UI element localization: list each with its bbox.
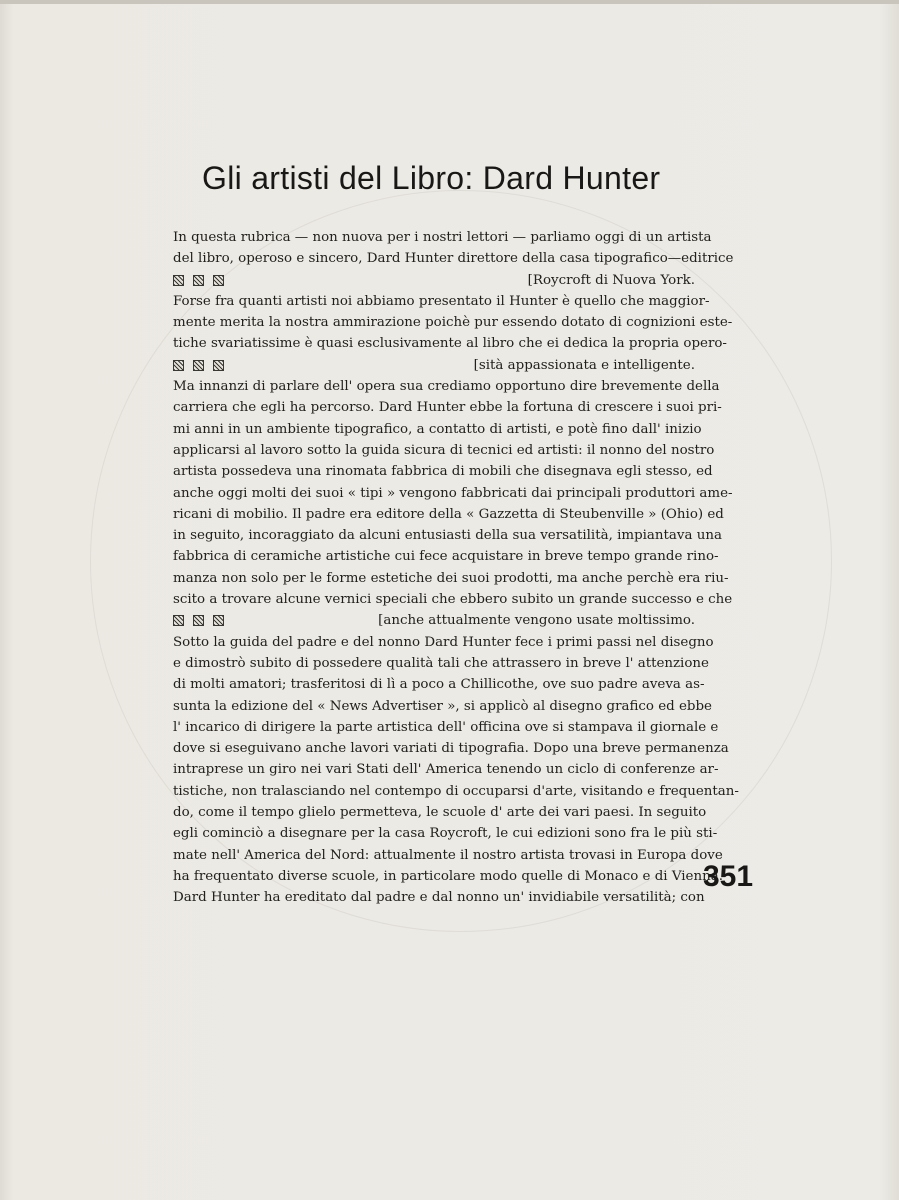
text-line: manza non solo per le forme estetiche dei suoi prodotti, ma anche perchè era riu-: [173, 570, 729, 586]
text-line: egli cominciò a disegnare per la casa Roycroft, le cui edizioni sono fra le più sti-: [173, 826, 718, 842]
text-line: l' incarico di dirigere la parte artistica dell' officina ove si stampava il giornale e: [173, 719, 719, 735]
text-line: Dard Hunter ha ereditato dal padre e dal nonno un' invidiabile versatilità; con: [173, 890, 705, 906]
text-line: ha frequentato diverse scuole, in particolare modo quelle di Monaco e di Vienna.: [173, 868, 723, 884]
text-line: e dimostrò subito di possedere qualità tali che attrassero in breve l' attenzione: [173, 655, 709, 671]
page-number: 351: [703, 860, 754, 893]
text-line: anche oggi molti dei suoi « tipi » vengono fabbricati dai principali produttori ame-: [173, 485, 733, 501]
text-line: scito a trovare alcune vernici speciali che ebbero subito un grande successo e che: [173, 592, 733, 608]
article-title: Gli artisti del Libro: Dard Hunter: [202, 160, 661, 196]
text-line: ricani di mobilio. Il padre era editore della « Gazzetta di Steubenville » (Ohio) ed: [173, 506, 724, 522]
ornament-icon: [173, 360, 184, 371]
text-line: mate nell' America del Nord: attualmente il nostro artista trovasi in Europa dove: [173, 847, 723, 863]
text-line-end: [anche attualmente vengono usate moltissimo.: [378, 613, 695, 629]
text-line: sunta la edizione del « News Advertiser », si applicò al disegno grafico ed ebbe: [173, 698, 712, 714]
text-line: carriera che egli ha percorso. Dard Hunter ebbe la fortuna di crescere i suoi pri-: [173, 400, 722, 416]
ornament-line: [173, 355, 695, 376]
ornament-group: [173, 270, 224, 291]
ornament-line: [173, 610, 695, 631]
text-line: Ma innanzi di parlare dell' opera sua crediamo opportuno dire brevemente della: [173, 379, 720, 395]
text-line: Forse fra quanti artisti noi abbiamo presentato il Hunter è quello che maggior-: [173, 293, 710, 309]
text-line: In questa rubrica — non nuova per i nostri lettori — parliamo oggi di un artista: [173, 230, 712, 245]
text-line: tistiche, non tralasciando nel contempo di occuparsi d'arte, visitando e frequentan-: [173, 783, 739, 799]
text-line: do, come il tempo glielo permetteva, le scuole d' arte dei vari paesi. In seguito: [173, 805, 707, 821]
text-line: del libro, operoso e sincero, Dard Hunter direttore della casa tipografico—editrice: [173, 251, 734, 267]
ornament-group: [173, 610, 224, 631]
ornament-icon: [173, 615, 184, 626]
text-line: Sotto la guida del padre e del nonno Dard Hunter fece i primi passi nel disegno: [173, 634, 714, 650]
text-line: in seguito, incoraggiato da alcuni entusiasti della sua versatilità, impiantava una: [173, 528, 722, 544]
text-line: di molti amatori; trasferitosi di lì a poco a Chillicothe, ove suo padre aveva as-: [173, 677, 705, 693]
text-line: tiche svariatissime è quasi esclusivamente al libro che ei dedica la propria opero-: [173, 336, 727, 352]
text-line: applicarsi al lavoro sotto la guida sicura di tecnici ed artisti: il nonno del nostro: [173, 442, 715, 458]
ornament-group: [173, 355, 224, 376]
ornament-icon: [193, 360, 204, 371]
text-line: fabbrica di ceramiche artistiche cui fece acquistare in breve tempo grande rino-: [173, 549, 719, 565]
text-line: dove si eseguivano anche lavori variati di tipografia. Dopo una breve permanenza: [173, 741, 729, 757]
top-edge-rule: [0, 0, 899, 4]
ornament-icon: [193, 275, 204, 286]
text-line: mi anni in un ambiente tipografico, a contatto di artisti, e potè fino dall' inizio: [173, 421, 702, 437]
ornament-icon: [193, 615, 204, 626]
ornament-line: [173, 270, 695, 291]
text-line-end: [sità appassionata e intelligente.: [473, 357, 695, 373]
text-line: artista possedeva una rinomata fabbrica di mobili che disegnava egli stesso, ed: [173, 464, 713, 480]
text-line: intraprese un giro nei vari Stati dell' America tenendo un ciclo di conferenze ar-: [173, 762, 719, 778]
text-line-end: [Roycroft di Nuova York.: [527, 272, 695, 288]
ornament-icon: [213, 275, 224, 286]
ornament-icon: [213, 360, 224, 371]
text-line: mente merita la nostra ammirazione poichè pur essendo dotato di cognizioni este-: [173, 315, 733, 331]
ornament-icon: [213, 615, 224, 626]
ornament-icon: [173, 275, 184, 286]
